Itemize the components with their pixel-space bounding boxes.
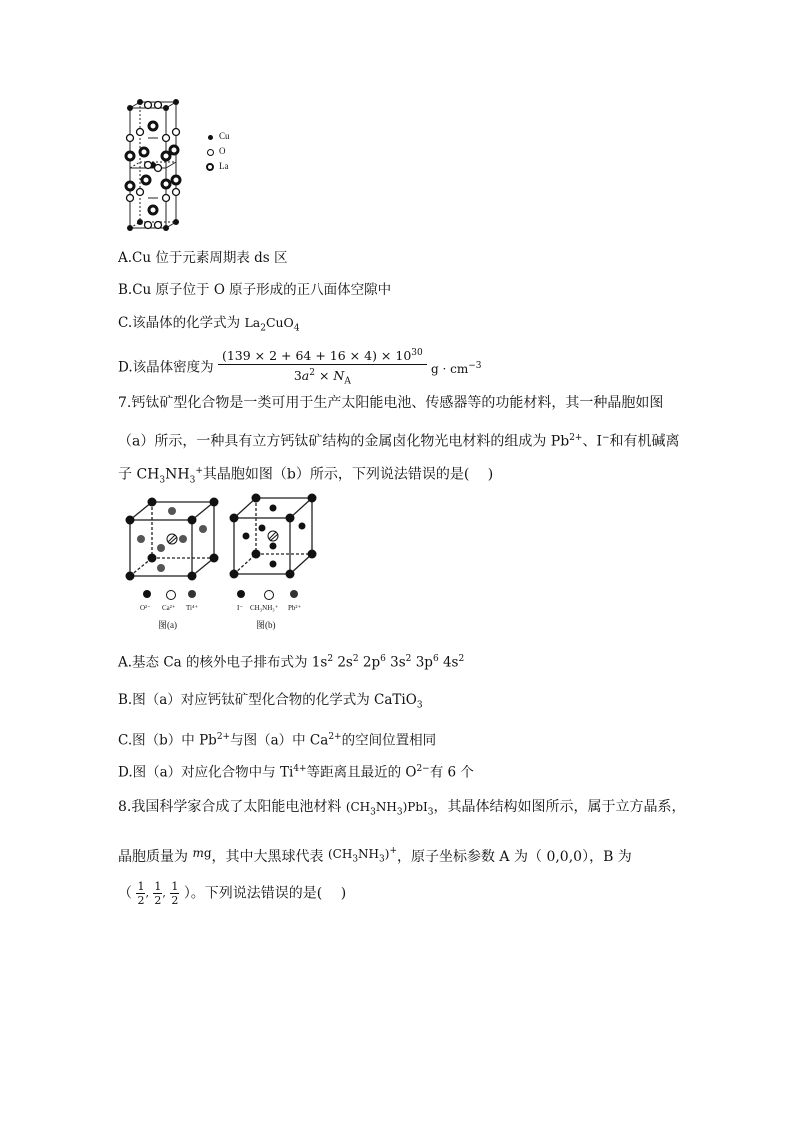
q6-option-d bbox=[118, 345, 482, 390]
perovskite-figure-a bbox=[122, 492, 222, 592]
figure-a-caption: 图(a) bbox=[158, 620, 177, 630]
q8-stem-line2: 晶胞质量为 mg，其中大黑球代表 $(CH_3NH_3)^+$，原子坐标参数 A 为（ 0,0,0），B 为 bbox=[118, 846, 632, 865]
la-legend-label: La bbox=[219, 161, 229, 171]
q7-option-b: B.图（a）对应钙钛矿型化合物的化学式为 CaTiO$_3$ bbox=[118, 692, 423, 711]
coord-fraction-2-num: 1 bbox=[154, 880, 162, 893]
o-legend-label: O bbox=[219, 146, 226, 156]
methylammonium-legend-label: CH₃NH₃⁺ bbox=[250, 604, 279, 612]
o2-legend-dot bbox=[143, 590, 151, 598]
o-legend-dot bbox=[207, 149, 214, 156]
ca2-legend-label: Ca²⁺ bbox=[162, 604, 176, 612]
q7-option-c: C.图（b）中 $Pb^{2+}$与图（a）中 $Ca^{2+}$的空间位置相同 bbox=[118, 732, 437, 749]
density-fraction bbox=[218, 345, 427, 390]
coord-fraction-1-den: 2 bbox=[137, 894, 145, 907]
figure-b-caption: 图(b) bbox=[256, 620, 276, 630]
q7-option-d: D.图（a）对应化合物中与 $Ti^{4+}$等距离且最近的 $O^{2-}$有 6 个 bbox=[118, 764, 474, 781]
coord-fraction-3 bbox=[170, 880, 179, 907]
q6-option-d-text: D.该晶体密度为 bbox=[118, 359, 214, 376]
iodide-legend-dot bbox=[237, 590, 245, 598]
la2cuo4-legend bbox=[206, 131, 246, 176]
pb2-legend-label: Pb²⁺ bbox=[288, 604, 302, 612]
density-unit: $g \cdot cm^{-3}$ bbox=[431, 360, 482, 376]
iodide-legend-label: I⁻ bbox=[237, 604, 244, 612]
q6-option-c-text: C.该晶体的化学式为 bbox=[118, 315, 241, 331]
q8-stem-line1: 8.我国科学家合成了太阳能电池材料 $(CH_3NH_3)PbI_3$，其晶体结构如图所示，属于立方晶系， bbox=[118, 799, 686, 818]
ti4-legend-label: Ti⁴⁺ bbox=[186, 604, 199, 612]
coord-fraction-3-num: 1 bbox=[171, 880, 179, 893]
q7-stem-line1: 7.钙钛矿型化合物是一类可用于生产太阳能电池、传感器等的功能材料，其一种晶胞如图 bbox=[118, 395, 664, 411]
perovskite-figure-b bbox=[226, 490, 318, 590]
coord-fraction-3-den: 2 bbox=[171, 894, 179, 907]
cu-legend-label: Cu bbox=[219, 131, 230, 141]
q7-stem-line2: （a）所示，一种具有立方钙钛矿结构的金属卤化物光电材料的组成为 $Pb^{2+}$、I−和有机碱离 bbox=[118, 433, 680, 450]
density-denominator: $3a^2 \times N_A$ bbox=[293, 368, 351, 387]
density-numerator: $(139 \times 2 + 64 + 16 \times 4) \times 10^{30}$ bbox=[218, 345, 427, 365]
figure-a-legend bbox=[138, 590, 208, 630]
q7-option-a: A.基态 Ca 的核外电子排布式为 $1s^2$ $2s^2$ $2p^6$ $3s^2$ $3p^6$ $4s^2$ bbox=[118, 654, 465, 671]
q6-option-c bbox=[118, 313, 300, 339]
q8-stem-line3: （ $\frac{1}{2}$ , $\frac{1}{2}$ , $\frac{1}{2}$ ）。下列说法错误的是( ) bbox=[118, 880, 347, 907]
q7-stem-line3: 子 $CH_3NH_3^+$其晶胞如图（b）所示，下列说法错误的是( ) bbox=[118, 466, 494, 486]
coord-open-paren: （ bbox=[118, 885, 132, 902]
o2-legend-label: O²⁻ bbox=[140, 604, 151, 612]
q6-option-b: B.Cu 原子位于 O 原子形成的正八面体空隙中 bbox=[118, 282, 392, 298]
q8-question-tail: ）。下列说法错误的是( ) bbox=[183, 885, 347, 902]
pb2-legend-dot bbox=[290, 590, 298, 598]
q6-option-c-formula: $La_2CuO_4$ bbox=[244, 315, 300, 334]
coord-fraction-1-num: 1 bbox=[137, 880, 145, 893]
la-legend-dot bbox=[206, 163, 214, 171]
coord-fraction-2-den: 2 bbox=[154, 894, 162, 907]
cu-legend-dot bbox=[208, 135, 213, 140]
q6-option-a: A.Cu 位于元素周期表 ds 区 bbox=[118, 250, 288, 266]
ca2-legend-dot bbox=[166, 590, 176, 600]
figure-b-legend bbox=[232, 590, 312, 630]
methylammonium-legend-dot bbox=[264, 590, 274, 600]
ti4-legend-dot bbox=[188, 590, 196, 598]
